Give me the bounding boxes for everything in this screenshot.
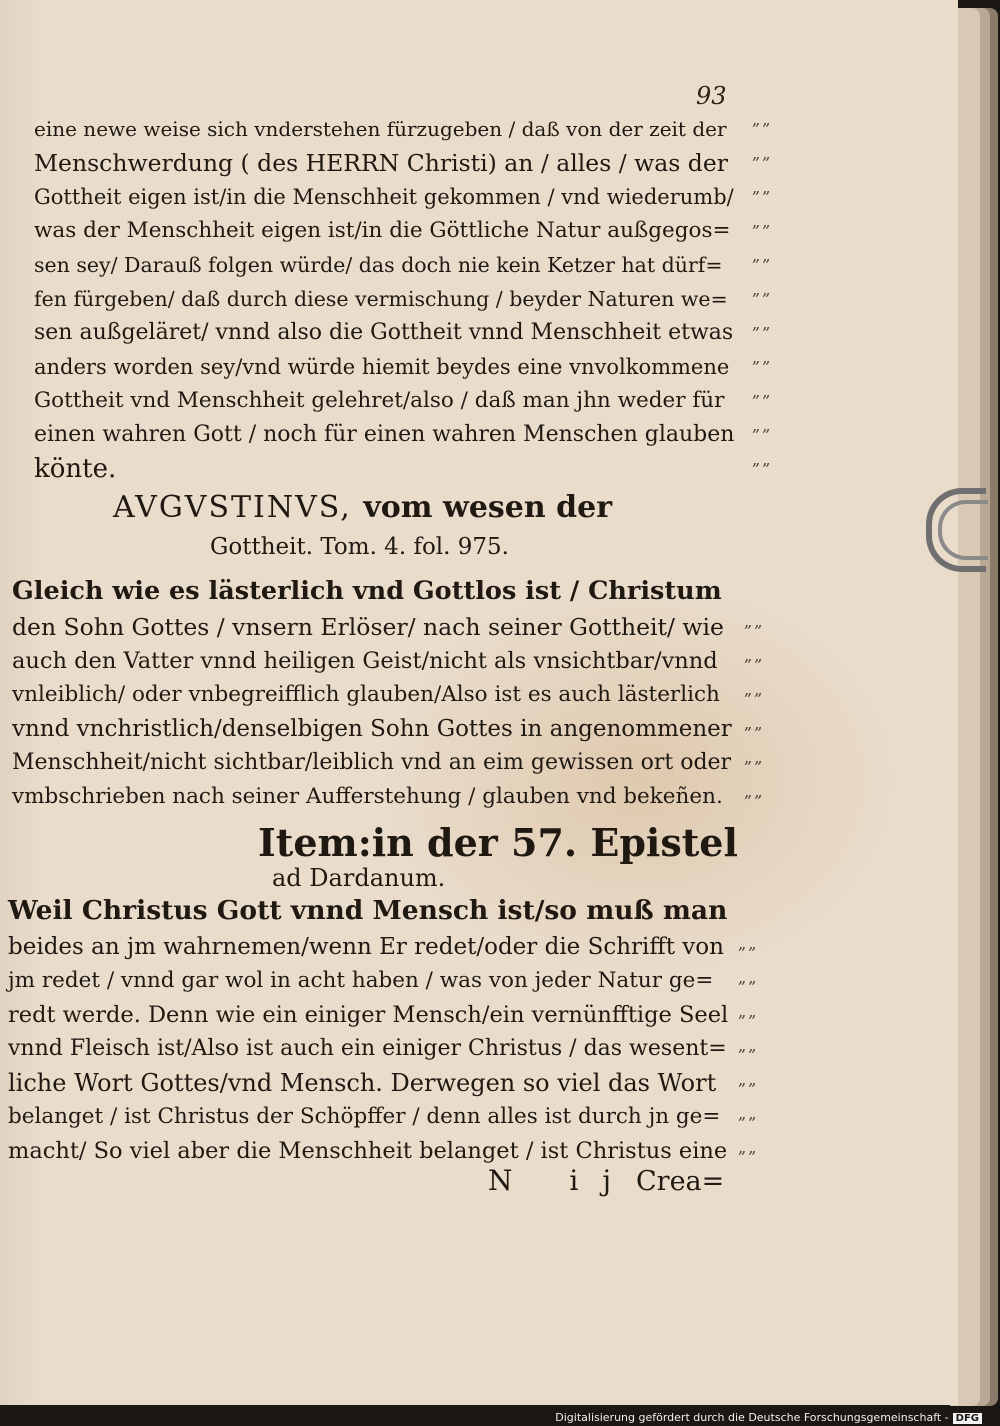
paper-clip-inner	[938, 500, 988, 560]
quote-mark: „„	[738, 1036, 759, 1055]
text-line: den Sohn Gottes / vnsern Erlöser/ nach seiner Gottheit/ wie	[12, 613, 724, 641]
text-line: macht/ So viel aber die Menschheit belanget / ist Christus eine	[8, 1138, 728, 1164]
text-line: belanget / ist Christus der Schöpffer / denn alles ist durch jn ge=	[8, 1104, 721, 1129]
quote-mark: „„	[752, 144, 773, 163]
quote-mark: „„	[744, 612, 765, 631]
text-line: redt werde. Denn wie ein einiger Mensch/ein vernünfftige Seel	[8, 1002, 729, 1028]
section-subheading: ad Dardanum.	[272, 864, 446, 892]
text-line: fen fürgeben/ daß durch diese vermischung / beyder Naturen we=	[34, 287, 728, 311]
quote-mark: „„	[752, 110, 773, 129]
quote-mark: „„	[752, 178, 773, 197]
quote-mark: „„	[752, 246, 773, 265]
text-line: eine newe weise sich vnderstehen fürzugeben / daß von der zeit der	[34, 117, 727, 141]
quote-mark: „„	[744, 680, 765, 699]
quote-mark: „„	[752, 212, 773, 231]
quote-mark: „„	[738, 1002, 759, 1021]
text-line: Menschwerdung ( des HERRN Christi) an / alles / was der	[34, 149, 728, 177]
quote-mark: „„	[752, 450, 773, 469]
text-line: einen wahren Gott / noch für einen wahren Menschen glauben	[34, 422, 735, 447]
text-line: vnnd vnchristlich/denselbigen Sohn Gottes in angenommener	[12, 716, 732, 742]
quote-mark: „„	[738, 1070, 759, 1089]
text-line: Gottheit eigen ist/in die Menschheit gekommen / vnd wiederumb/	[34, 185, 734, 209]
quote-mark: „„	[744, 646, 765, 665]
text-line: beides an jm wahrnemen/wenn Er redet/oder die Schrifft von	[8, 934, 724, 960]
text-line: anders worden sey/vnd würde hiemit beydes eine vnvolkommene	[34, 355, 730, 379]
quote-mark: „„	[752, 280, 773, 299]
section-heading	[113, 490, 612, 525]
text-line: Weil Christus Gott vnnd Mensch ist/so muß man	[8, 895, 728, 926]
quote-mark: „„	[752, 382, 773, 401]
quote-mark: „„	[744, 748, 765, 767]
signature-mark: N ij	[488, 1164, 636, 1197]
page-number: 93	[696, 82, 727, 110]
dfg-logo-icon: DFG	[953, 1413, 982, 1424]
text-line: sen sey/ Darauß folgen würde/ das doch nie kein Ketzer hat dürf=	[34, 253, 723, 277]
quote-mark: „„	[744, 714, 765, 733]
section-heading: Item:in der 57. Epistel	[258, 820, 738, 865]
quote-mark: „„	[752, 314, 773, 333]
text-line: sen außgeläret/ vnnd also die Gottheit vnnd Menschheit etwas	[34, 320, 734, 345]
heading-caps: AVGVSTINVS,	[113, 490, 352, 525]
text-line: Menschheit/nicht sichtbar/leiblich vnd an eim gewissen ort oder	[12, 750, 732, 775]
section-subheading: Gottheit. Tom. 4. fol. 975.	[210, 534, 509, 560]
text-line: könte.	[34, 454, 117, 484]
text-line: vnnd Fleisch ist/Also ist auch ein einiger Christus / das wesent=	[8, 1036, 727, 1061]
quote-mark: „„	[738, 968, 759, 987]
text-line: Gottheit vnd Menschheit gelehret/also / daß man jhn weder für	[34, 388, 725, 413]
quote-mark: „„	[752, 416, 773, 435]
text-line: Gleich wie es lästerlich vnd Gottlos ist / Christum	[12, 576, 722, 606]
text-line: auch den Vatter vnnd heiligen Geist/nicht als vnsichtbar/vnnd	[12, 648, 718, 674]
text-line: was der Menschheit eigen ist/in die Göttliche Natur außgegos=	[34, 218, 731, 243]
text-line: liche Wort Gottes/vnd Mensch. Derwegen so viel das Wort	[8, 1069, 717, 1097]
text-line: jm redet / vnnd gar wol in acht haben / was von jeder Natur ge=	[8, 968, 714, 993]
quote-mark: „„	[738, 934, 759, 953]
quote-mark: „„	[744, 782, 765, 801]
credit-text: Digitalisierung gefördert durch die Deutsche Forschungsgemeinschaft -	[555, 1411, 949, 1424]
heading-rest: vom wesen der	[363, 490, 613, 525]
digitization-credit	[555, 1411, 982, 1424]
quote-mark: „„	[738, 1138, 759, 1157]
text-line: vnleiblich/ oder vnbegreifflich glauben/Also ist es auch lästerlich	[12, 682, 720, 707]
catchword: Crea=	[636, 1166, 725, 1197]
quote-mark: „„	[752, 348, 773, 367]
quote-mark: „„	[738, 1104, 759, 1123]
text-line: vmbschrieben nach seiner Aufferstehung / glauben vnd bekeñen.	[12, 784, 723, 809]
